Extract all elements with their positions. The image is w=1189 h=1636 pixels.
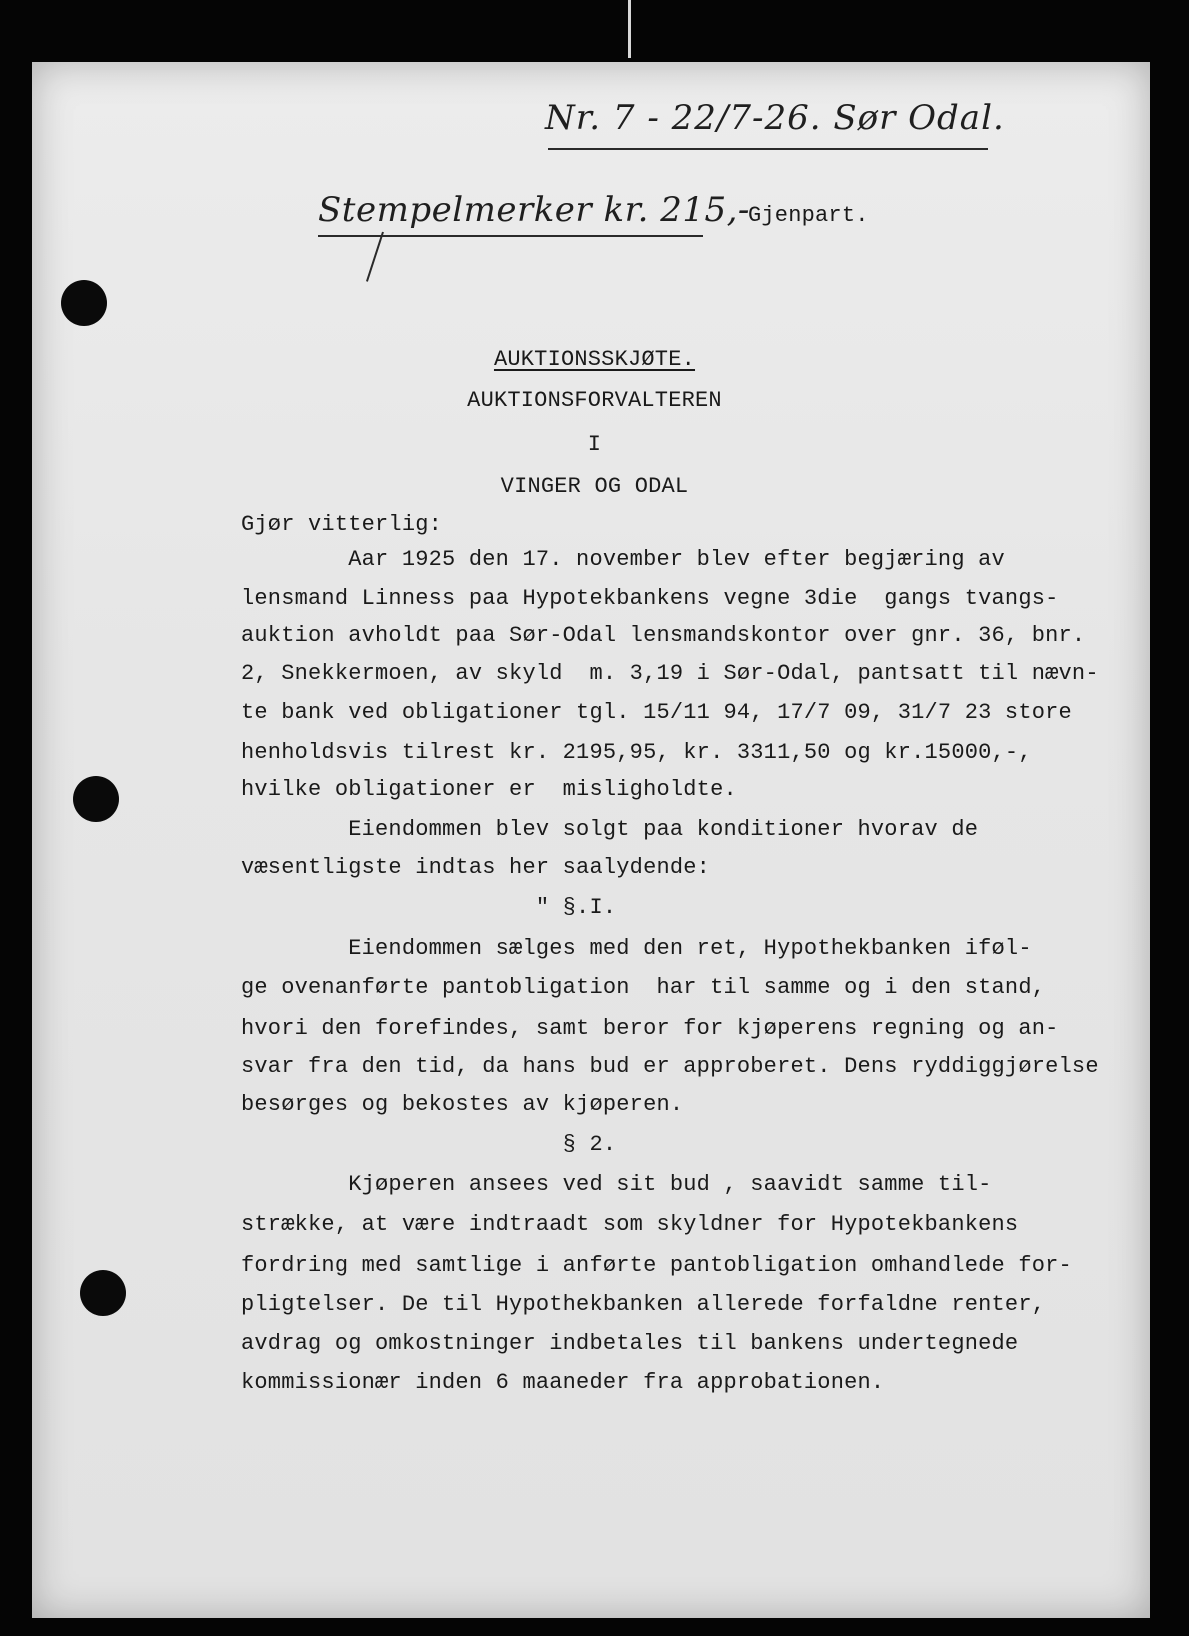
body-line: te bank ved obligationer tgl. 15/11 94, 17/7 09, 31/7 23 store [241,700,1072,725]
handwritten-stamp-fee: Stempelmerker kr. 215,- [318,190,750,230]
handwritten-underline [548,148,988,150]
body-line: Kjøperen ansees ved sit bud , saavidt samme til- [241,1172,992,1197]
body-line: lensmand Linness paa Hypotekbankens vegne 3die gangs tvangs- [241,586,1059,611]
body-line: pligtelser. De til Hypothekbanken allerede forfaldne renter, [241,1292,1046,1317]
body-line: ge ovenanførte pantobligation har til samme og i den stand, [241,975,1046,1000]
body-line: avdrag og omkostninger indbetales til bankens undertegnede [241,1331,1019,1356]
body-line: hvilke obligationer er misligholdte. [241,777,737,802]
body-line: Eiendommen sælges med den ret, Hypothekbanken iføl- [241,936,1032,961]
copy-mark: Gjenpart. [748,203,869,228]
document-title: AUKTIONSSKJØTE. [493,347,696,372]
body-line: henholdsvis tilrest kr. 2195,95, kr. 3311,50 og kr.15000,-, [241,740,1032,765]
body-line: hvori den forefindes, samt beror for kjøperens regning og an- [241,1016,1059,1041]
issuer-connector: I [587,432,602,457]
body-line: fordring med samtlige i anførte pantobligation omhandlede for- [241,1253,1072,1278]
body-line: besørges og bekostes av kjøperen. [241,1092,684,1117]
paper-notch [628,0,631,58]
body-line: 2, Snekkermoen, av skyld m. 3,19 i Sør-Odal, pantsatt til nævn- [241,661,1099,686]
body-line: strække, at være indtraadt som skyldner for Hypotekbankens [241,1212,1019,1237]
body-line: § 2. [241,1132,617,1157]
handwritten-reference: Nr. 7 - 22/7-26. Sør Odal. [545,98,1005,138]
body-line: kommissionær inden 6 maaneder fra approbationen. [241,1370,885,1395]
punch-hole [80,1270,126,1316]
issuer-district: VINGER OG ODAL [500,474,689,499]
body-line: Eiendommen blev solgt paa konditioner hvorav de [241,817,979,842]
body-line: Aar 1925 den 17. november blev efter begjæring av [241,547,1005,572]
body-line: svar fra den tid, da hans bud er approberet. Dens ryddiggjørelse [241,1054,1099,1079]
body-line: auktion avholdt paa Sør-Odal lensmandskontor over gnr. 36, bnr. [241,623,1086,648]
punch-hole [73,776,119,822]
body-line: " §.I. [241,895,617,920]
body-line: Gjør vitterlig: [241,512,443,537]
issuer-title: AUKTIONSFORVALTEREN [467,388,722,413]
punch-hole [61,280,107,326]
handwritten-underline [318,235,703,237]
body-line: væsentligste indtas her saalydende: [241,855,711,880]
